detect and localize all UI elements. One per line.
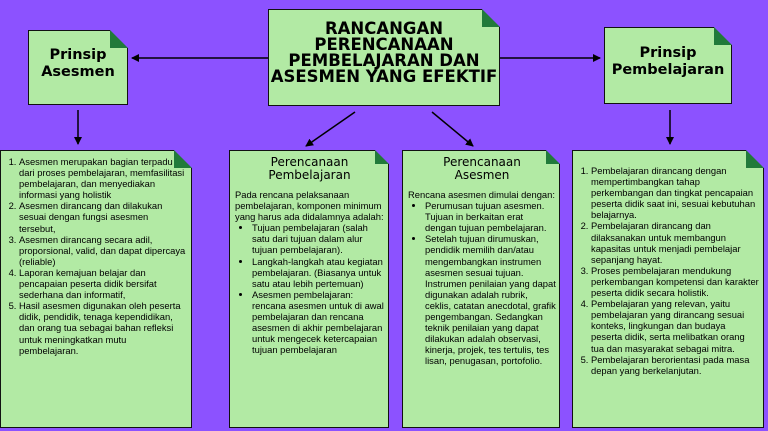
learning-planning-intro: Pada rencana pelaksanaan pembelajaran, komponen minimum yang harus ada didalamnya adalah: [235, 189, 384, 223]
list-item: • Perumusan tujuan asesmen. Tujuan in berkaitan erat dengan tujuan pembelajaran. [425, 200, 556, 233]
list-item: 2. Asesmen dirancang dan dilakukan sesuai dengan fungsi asesmen tersebut, [19, 200, 187, 233]
learning-principles-list [579, 165, 759, 376]
main-title: RANCANGAN PERENCANAAN PEMBELAJARAN DAN ASESMEN YANG EFEKTIF [270, 19, 498, 86]
list-item: 1. Asesmen merupakan bagian terpadu dari proses pembelajaran, memfasilitasi pembelajaran, dan menyediakan informasi yang holistik [19, 156, 187, 200]
assessment-principles-list [7, 156, 187, 356]
assessment-planning-intro: Rencana asesmen dimulai dengan: [408, 189, 555, 200]
page-fold-icon [375, 150, 389, 164]
list-item: 4. Pembelajaran yang relevan, yaitu pembelajaran yang dirancang sesuai konteks, lingkungan dan budaya peserta didik, serta melibatkan orang tua dan masyarakat sebagai mitra. [591, 298, 759, 353]
list-item: 3. Proses pembelajaran mendukung perkembangan kompetensi dan karakter peserta didik secara holistik. [591, 265, 759, 298]
page-fold-icon [174, 150, 192, 168]
list-item: 2. Pembelajaran dirancang dan dilaksanakan untuk membangun kapasitas untuk menjadi pembelajar sepanjang hayat. [591, 220, 759, 264]
list-item: 5. Hasil asesmen digunakan oleh peserta didik, pendidik, tenaga kependidikan, dan orang tua sebagai bahan refleksi untuk meningkatkan mutu pembelajaran. [19, 300, 187, 355]
arrow-to-learning-planning [306, 112, 355, 146]
assessment-principles-title-card [28, 30, 128, 105]
learning-planning-card [229, 150, 389, 428]
learning-principles-title: Prinsip Pembelajaran [611, 45, 725, 78]
page-fold-icon [110, 30, 128, 48]
learning-planning-title: Perencanaan Pembelajaran [268, 155, 351, 182]
page-fold-icon [714, 27, 732, 45]
list-item: • Langkah-langkah atau kegiatan pembelajaran. (Biasanya untuk satu atau lebih pertemuan) [252, 256, 384, 289]
page-fold-icon [746, 150, 764, 168]
list-item: 4. Laporan kemajuan belajar dan pencapaian peserta didik bersifat sederhana dan informatif, [19, 267, 187, 300]
list-item: • Tujuan pembelajaran (salah satu dari tujuan dalam alur tujuan pembelajaran). [252, 222, 384, 255]
main-title-card [268, 9, 500, 106]
assessment-principles-card [0, 150, 192, 428]
assessment-planning-card [402, 150, 560, 428]
learning-principles-card [572, 150, 764, 428]
page-fold-icon [546, 150, 560, 164]
learning-planning-list [235, 222, 384, 355]
page-fold-icon [482, 9, 500, 27]
learning-principles-title-card [604, 27, 732, 104]
list-item: • Asesmen pembelajaran: rencana asesmen untuk di awal pembelajaran dan rencana asesmen di akhir pembelajaran untuk mengecek ketercapaian tujuan pembelajaran [252, 289, 384, 356]
assessment-planning-list [408, 200, 556, 366]
list-item: • Setelah tujuan dirumuskan, pendidik memilih dan/atau mengembangkan instrumen asesmen sesuai tujuan. Instrumen penilaian yang dapat digunakan adalah rubrik, ceklis, catatan anecdotal, grafik pengembangan. Sedangkan teknik penilaian yang dapat dilakukan adalah observasi, kinerja, projek, tes tertulis, tes lisan, penugasan, portofolio. [425, 233, 556, 366]
list-item: 3. Asesmen dirancang secara adil, proporsional, valid, dan dapat dipercaya (reliable) [19, 234, 187, 267]
assessment-planning-title: Perencanaan Asesmen [443, 155, 521, 182]
arrow-to-assessment-planning [432, 112, 473, 146]
list-item: 1. Pembelajaran dirancang dengan mempertimbangkan tahap perkembangan dan tingkat pencapaian peserta didik saat ini, sesuai kebutuhan belajarnya. [591, 165, 759, 220]
assessment-principles-title: Prinsip Asesmen [41, 47, 115, 80]
list-item: 5. Pembelajaran berorientasi pada masa depan yang berkelanjutan. [591, 354, 759, 376]
